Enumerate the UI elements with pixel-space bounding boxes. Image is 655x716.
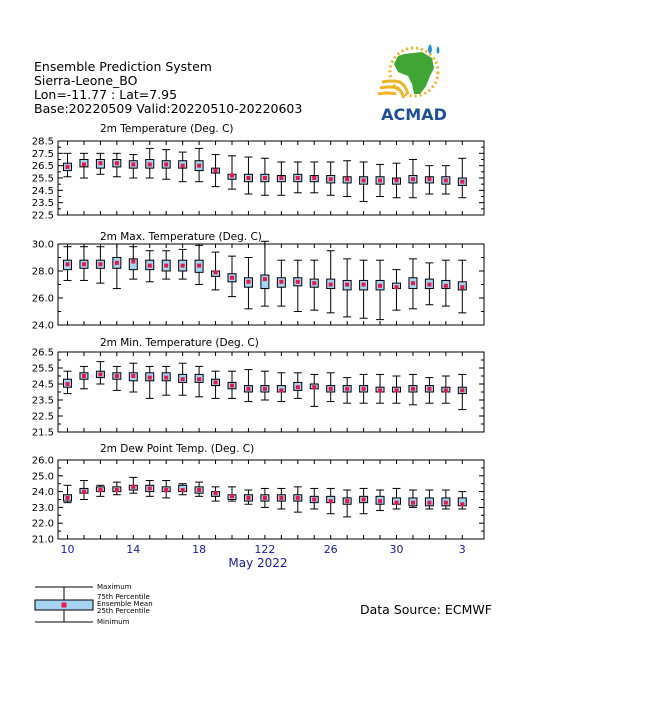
chart-panel-1 bbox=[32, 123, 484, 222]
mean-marker bbox=[378, 284, 382, 288]
mean-marker bbox=[345, 499, 349, 503]
mean-marker bbox=[444, 388, 448, 392]
mean-marker bbox=[460, 180, 464, 184]
mean-marker bbox=[230, 384, 234, 388]
xtick-label: 14 bbox=[126, 543, 141, 556]
mean-marker bbox=[427, 177, 431, 181]
mean-marker bbox=[82, 262, 86, 266]
mean-marker bbox=[115, 161, 119, 165]
panel-title: 2m Temperature (Deg. C) bbox=[100, 123, 234, 135]
header-coordinates: Lon=-11.77 : Lat=7.95 bbox=[34, 87, 178, 102]
mean-marker bbox=[329, 499, 333, 503]
panel-title: 2m Dew Point Temp. (Deg. C) bbox=[100, 443, 255, 455]
mean-marker bbox=[395, 388, 399, 392]
header-station: Sierra-Leone_BO bbox=[34, 73, 138, 88]
mean-marker bbox=[296, 496, 300, 500]
mean-marker bbox=[98, 488, 102, 492]
panel-frame bbox=[58, 460, 484, 539]
mean-marker bbox=[427, 283, 431, 287]
mean-marker bbox=[378, 178, 382, 182]
ytick-label: 22.5 bbox=[31, 210, 54, 222]
mean-marker bbox=[246, 280, 250, 284]
mean-marker bbox=[444, 501, 448, 505]
x-axis-label: May 2022 bbox=[228, 556, 288, 570]
iqr-box bbox=[261, 275, 269, 289]
mean-marker bbox=[279, 280, 283, 284]
logo-text: ACMAD bbox=[381, 105, 447, 124]
panel-frame bbox=[58, 244, 484, 325]
mean-marker bbox=[279, 388, 283, 392]
mean-marker bbox=[263, 387, 267, 391]
ytick-label: 25.5 bbox=[31, 173, 54, 185]
mean-marker bbox=[312, 281, 316, 285]
mean-marker bbox=[181, 488, 185, 492]
panel-frame bbox=[58, 141, 484, 215]
mean-marker bbox=[181, 377, 185, 381]
ytick-label: 26.5 bbox=[31, 161, 54, 173]
xtick-label: 10 bbox=[60, 543, 75, 556]
ytick-label: 23.5 bbox=[31, 198, 54, 210]
ytick-label: 26.0 bbox=[31, 293, 54, 305]
ytick-label: 23.5 bbox=[31, 395, 54, 407]
mean-marker bbox=[115, 261, 119, 265]
xtick-label: 18 bbox=[192, 543, 207, 556]
mean-marker bbox=[444, 178, 448, 182]
mean-marker bbox=[197, 264, 201, 268]
mean-marker bbox=[312, 498, 316, 502]
mean-marker bbox=[411, 177, 415, 181]
mean-marker bbox=[395, 178, 399, 182]
legend-p75: 75th Percentile bbox=[97, 593, 150, 601]
ytick-label: 22.0 bbox=[31, 518, 54, 530]
xtick-label: 3 bbox=[458, 543, 466, 556]
mean-marker bbox=[115, 488, 119, 492]
mean-marker bbox=[362, 283, 366, 287]
mean-marker bbox=[427, 387, 431, 391]
ytick-label: 28.5 bbox=[31, 136, 54, 148]
mean-marker bbox=[378, 499, 382, 503]
ytick-label: 30.0 bbox=[31, 239, 54, 251]
panel-title: 2m Max. Temperature (Deg. C) bbox=[100, 231, 262, 243]
legend bbox=[35, 583, 153, 626]
mean-marker bbox=[131, 485, 135, 489]
mean-marker bbox=[66, 262, 70, 266]
mean-marker bbox=[197, 377, 201, 381]
mean-marker bbox=[263, 176, 267, 180]
legend-mean-marker bbox=[62, 603, 67, 608]
ytick-label: 22.5 bbox=[31, 411, 54, 423]
ytick-label: 24.5 bbox=[31, 379, 54, 391]
mean-marker bbox=[411, 501, 415, 505]
mean-marker bbox=[411, 281, 415, 285]
mean-marker bbox=[427, 501, 431, 505]
panel-frame bbox=[58, 352, 484, 432]
mean-marker bbox=[214, 491, 218, 495]
chart-panel-4 bbox=[32, 443, 484, 546]
legend-minimum: Minimum bbox=[97, 618, 130, 626]
ytick-label: 24.5 bbox=[31, 185, 54, 197]
legend-p25: 25th Percentile bbox=[97, 607, 150, 615]
mean-marker bbox=[411, 387, 415, 391]
mean-marker bbox=[329, 177, 333, 181]
ytick-label: 26.0 bbox=[31, 455, 54, 467]
mean-marker bbox=[246, 176, 250, 180]
mean-marker bbox=[246, 496, 250, 500]
mean-marker bbox=[98, 372, 102, 376]
ytick-label: 25.0 bbox=[31, 471, 54, 483]
mean-marker bbox=[131, 374, 135, 378]
mean-marker bbox=[230, 494, 234, 498]
mean-marker bbox=[131, 162, 135, 166]
mean-marker bbox=[164, 488, 168, 492]
mean-marker bbox=[460, 388, 464, 392]
mean-marker bbox=[66, 382, 70, 386]
xtick-label: 26 bbox=[323, 543, 338, 556]
mean-marker bbox=[345, 387, 349, 391]
mean-marker bbox=[164, 376, 168, 380]
mean-marker bbox=[296, 280, 300, 284]
mean-marker bbox=[66, 496, 70, 500]
mean-marker bbox=[66, 165, 70, 169]
ytick-label: 23.0 bbox=[31, 502, 54, 514]
mean-marker bbox=[312, 176, 316, 180]
mean-marker bbox=[82, 490, 86, 494]
mean-marker bbox=[329, 387, 333, 391]
ytick-label: 27.5 bbox=[31, 148, 54, 160]
mean-marker bbox=[362, 178, 366, 182]
panel-title: 2m Min. Temperature (Deg. C) bbox=[100, 337, 259, 349]
data-source: Data Source: ECMWF bbox=[360, 602, 492, 617]
mean-marker bbox=[148, 486, 152, 490]
mean-marker bbox=[148, 376, 152, 380]
mean-marker bbox=[312, 385, 316, 389]
mean-marker bbox=[444, 284, 448, 288]
xtick-label: 122 bbox=[254, 543, 276, 556]
mean-marker bbox=[197, 488, 201, 492]
mean-marker bbox=[148, 162, 152, 166]
mean-marker bbox=[115, 374, 119, 378]
ytick-label: 21.0 bbox=[31, 534, 54, 546]
mean-marker bbox=[296, 176, 300, 180]
mean-marker bbox=[395, 285, 399, 289]
mean-marker bbox=[197, 164, 201, 168]
mean-marker bbox=[378, 388, 382, 392]
mean-marker bbox=[164, 162, 168, 166]
chart-panel-2 bbox=[32, 231, 484, 332]
mean-marker bbox=[279, 496, 283, 500]
chart-panel-3 bbox=[32, 337, 484, 439]
ytick-label: 21.5 bbox=[31, 427, 54, 439]
mean-marker bbox=[263, 277, 267, 281]
mean-marker bbox=[460, 502, 464, 506]
mean-marker bbox=[362, 498, 366, 502]
header-validity: Base:20220509 Valid:20220510-20220603 bbox=[34, 101, 303, 116]
mean-marker bbox=[246, 387, 250, 391]
mean-marker bbox=[460, 285, 464, 289]
ytick-label: 24.0 bbox=[31, 320, 54, 332]
mean-marker bbox=[329, 283, 333, 287]
mean-marker bbox=[98, 262, 102, 266]
mean-marker bbox=[362, 387, 366, 391]
mean-marker bbox=[82, 162, 86, 166]
mean-marker bbox=[131, 260, 135, 264]
mean-marker bbox=[214, 270, 218, 274]
mean-marker bbox=[214, 380, 218, 384]
ytick-label: 25.5 bbox=[31, 363, 54, 375]
mean-marker bbox=[164, 264, 168, 268]
ytick-label: 24.0 bbox=[31, 487, 54, 499]
mean-marker bbox=[214, 169, 218, 173]
mean-marker bbox=[345, 177, 349, 181]
mean-marker bbox=[345, 283, 349, 287]
mean-marker bbox=[263, 496, 267, 500]
mean-marker bbox=[395, 501, 399, 505]
mean-marker bbox=[98, 161, 102, 165]
mean-marker bbox=[296, 385, 300, 389]
mean-marker bbox=[230, 174, 234, 178]
mean-marker bbox=[148, 264, 152, 268]
header-title: Ensemble Prediction System bbox=[34, 59, 212, 74]
xtick-label: 30 bbox=[389, 543, 404, 556]
mean-marker bbox=[181, 264, 185, 268]
mean-marker bbox=[230, 276, 234, 280]
legend-maximum: Maximum bbox=[97, 583, 132, 591]
mean-marker bbox=[82, 374, 86, 378]
mean-marker bbox=[181, 164, 185, 168]
ytick-label: 28.0 bbox=[31, 266, 54, 278]
legend-mean: Ensemble Mean bbox=[97, 600, 153, 608]
mean-marker bbox=[279, 176, 283, 180]
ytick-label: 26.5 bbox=[31, 347, 54, 359]
